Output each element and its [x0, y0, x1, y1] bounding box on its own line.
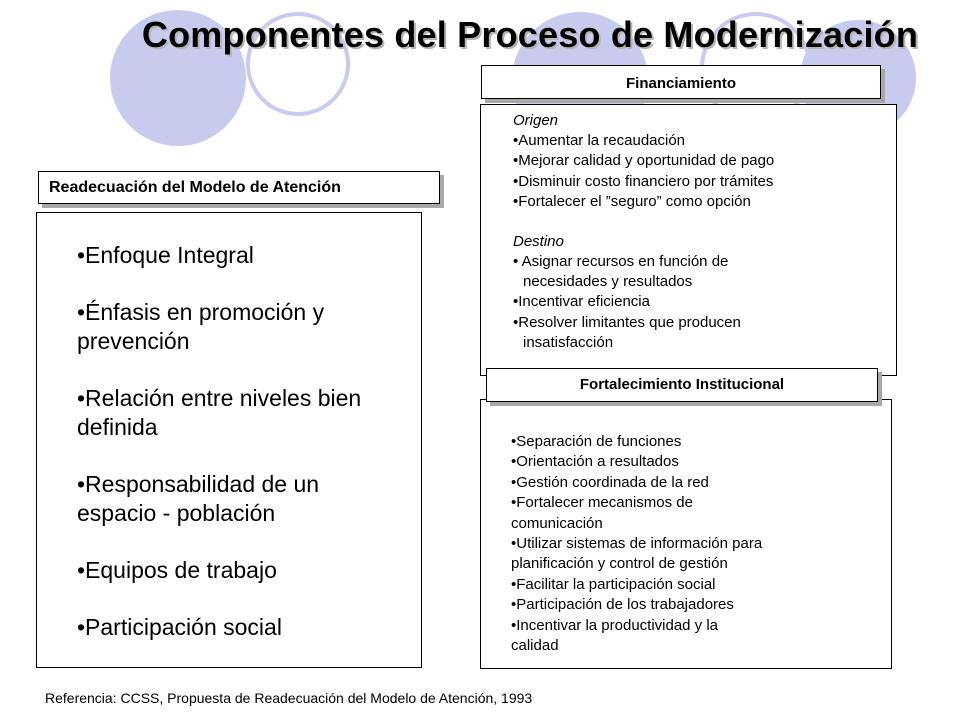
destino-list — [513, 252, 883, 354]
origen-label: Origen — [513, 112, 559, 129]
list-item: planificación y control de gestión — [511, 555, 728, 573]
list-item: • Asignar recursos en función de — [513, 252, 729, 270]
list-item: •Aumentar la recaudación — [513, 132, 686, 149]
list-item: insatisfacción — [523, 334, 614, 352]
list-item: •Incentivar eficiencia — [513, 293, 650, 311]
page-title: Componentes del Proceso de Modernización — [141, 14, 919, 55]
list-item: •Gestión coordinada de la red — [511, 473, 709, 491]
destino-label: Destino — [513, 232, 564, 250]
list-item: •Facilitar la participación social — [511, 575, 716, 593]
list-item: •Incentivar la productividad y la — [511, 616, 719, 634]
list-item: •Orientación a resultados — [511, 453, 679, 471]
fortalecimiento-list — [511, 432, 881, 656]
list-item: •Participación de los trabajadores — [511, 596, 734, 614]
list-item: •Mejorar calidad y oportunidad de pago — [513, 152, 775, 170]
list-item: •Resolver limitantes que producen — [513, 313, 741, 331]
list-item: necesidades y resultados — [523, 273, 693, 291]
list-item: •Énfasis en promoción y prevención — [77, 299, 325, 354]
list-item: •Separación de funciones — [511, 433, 682, 450]
fortalecimiento-panel — [480, 399, 892, 669]
list-item: •Enfoque Integral — [77, 242, 254, 268]
list-item: •Responsabilidad de un espacio - población — [77, 471, 320, 526]
model-panel — [36, 212, 422, 668]
list-item: •Disminuir costo financiero por trámites — [513, 172, 774, 190]
list-item: •Utilizar sistemas de información para — [511, 535, 763, 553]
origen-list — [513, 131, 883, 213]
financiamiento-panel — [480, 104, 897, 376]
financiamiento-header: Financiamiento — [481, 65, 881, 99]
list-item: •Participación social — [77, 614, 282, 640]
list-item: •Equipos de trabajo — [77, 557, 277, 583]
list-item: calidad — [511, 637, 559, 655]
model-list — [77, 241, 377, 642]
list-item: •Fortalecer mecanismos de — [511, 494, 693, 512]
list-item: •Relación entre niveles bien definida — [77, 385, 362, 440]
list-item: •Fortalecer el ”seguro” como opción — [513, 193, 751, 211]
fortalecimiento-header: Fortalecimiento Institucional — [486, 368, 878, 402]
list-item: comunicación — [511, 514, 603, 532]
reference-note: Referencia: CCSS, Propuesta de Readecuación del Modelo de Atención, 1993 — [45, 690, 533, 706]
model-header: Readecuación del Modelo de Atención — [38, 171, 440, 204]
